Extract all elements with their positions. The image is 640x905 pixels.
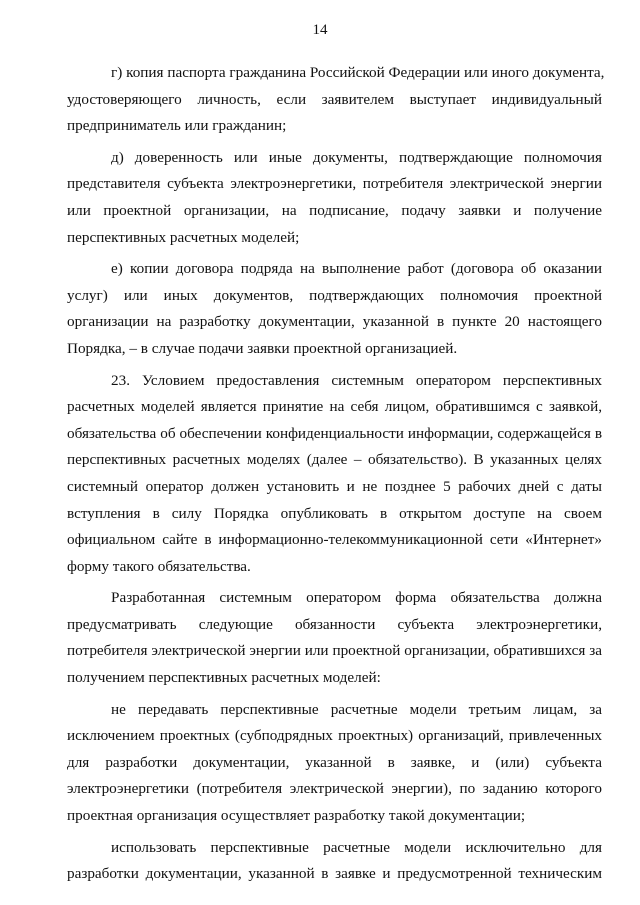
text-line: расчетных моделей является принятие на себя лицом, обратившимся с заявкой, <box>67 398 602 416</box>
text-line: предприниматель или гражданин; <box>67 117 287 135</box>
text-line: официальном сайте в информационно-телекоммуникационной сети «Интернет» <box>67 531 602 549</box>
text-line: д) доверенность или иные документы, подтверждающие полномочия <box>111 148 602 166</box>
paragraph-item-g <box>67 60 605 140</box>
text-line: организации на разработку документации, указанной в пункте 20 настоящего <box>67 313 602 331</box>
text-line: проектная организация осуществляет разработку такой документации; <box>67 807 526 825</box>
text-line: исключением проектных (субподрядных проектных) организаций, привлеченных <box>67 727 602 745</box>
text-line: разработки документации, указанной в заявке и предусмотренной техническим <box>67 865 602 883</box>
text-line: е) копии договора подряда на выполнение работ (договора об оказании <box>111 260 602 278</box>
paragraph-item-23 <box>67 368 602 581</box>
text-line: представителя субъекта электроэнергетики, потребителя электрической энергии <box>67 175 602 193</box>
paragraph-item-d <box>67 145 602 251</box>
text-line: перспективных расчетных моделей; <box>67 228 300 246</box>
text-line: системный оператор должен установить и не позднее 5 рабочих дней с даты <box>67 477 602 495</box>
text-line: потребителя электрической энергии или проектной организации, обратившихся за <box>67 642 602 660</box>
paragraph-use-only <box>67 835 602 888</box>
text-line: обязательства об обеспечении конфиденциальности информации, содержащейся в <box>67 424 602 442</box>
text-line: Разработанная системным оператором форма обязательства должна <box>111 589 602 607</box>
text-line: услуг) или иных документов, подтверждающих полномочия проектной <box>67 286 602 304</box>
text-line: г) копия паспорта гражданина Российской Федерации или иного документа, <box>111 64 605 81</box>
text-line: вступления в силу Порядка опубликовать в открытом доступе на своем <box>67 504 602 522</box>
text-line: Порядка, – в случае подачи заявки проектной организацией. <box>67 339 458 357</box>
paragraph-no-transfer <box>67 697 602 830</box>
text-line: использовать перспективные расчетные модели исключительно для <box>111 838 602 856</box>
text-line: форму такого обязательства. <box>67 557 251 575</box>
text-line: получением перспективных расчетных моделей: <box>67 669 381 687</box>
paragraph-form-obligations <box>67 585 602 691</box>
text-line: электроэнергетики (потребителя электрической энергии), по заданию которого <box>67 780 602 798</box>
text-line: для разработки документации, указанной в заявке, и (или) субъекта <box>67 753 602 771</box>
text-line: удостоверяющего личность, если заявителем выступает индивидуальный <box>67 90 602 108</box>
text-line: или проектной организации, на подписание, подачу заявки и получение <box>67 201 602 219</box>
paragraph-item-e <box>67 256 602 362</box>
text-line: предусматривать следующие обязанности субъекта электроэнергетики, <box>67 615 602 633</box>
text-line: не передавать перспективные расчетные модели третьим лицам, за <box>111 700 602 718</box>
text-line: перспективных расчетных моделях (далее – обязательство). В указанных целях <box>67 451 602 469</box>
text-line: 23. Условием предоставления системным оператором перспективных <box>111 371 602 389</box>
document-body <box>67 60 605 893</box>
page-number: 14 <box>312 22 328 38</box>
